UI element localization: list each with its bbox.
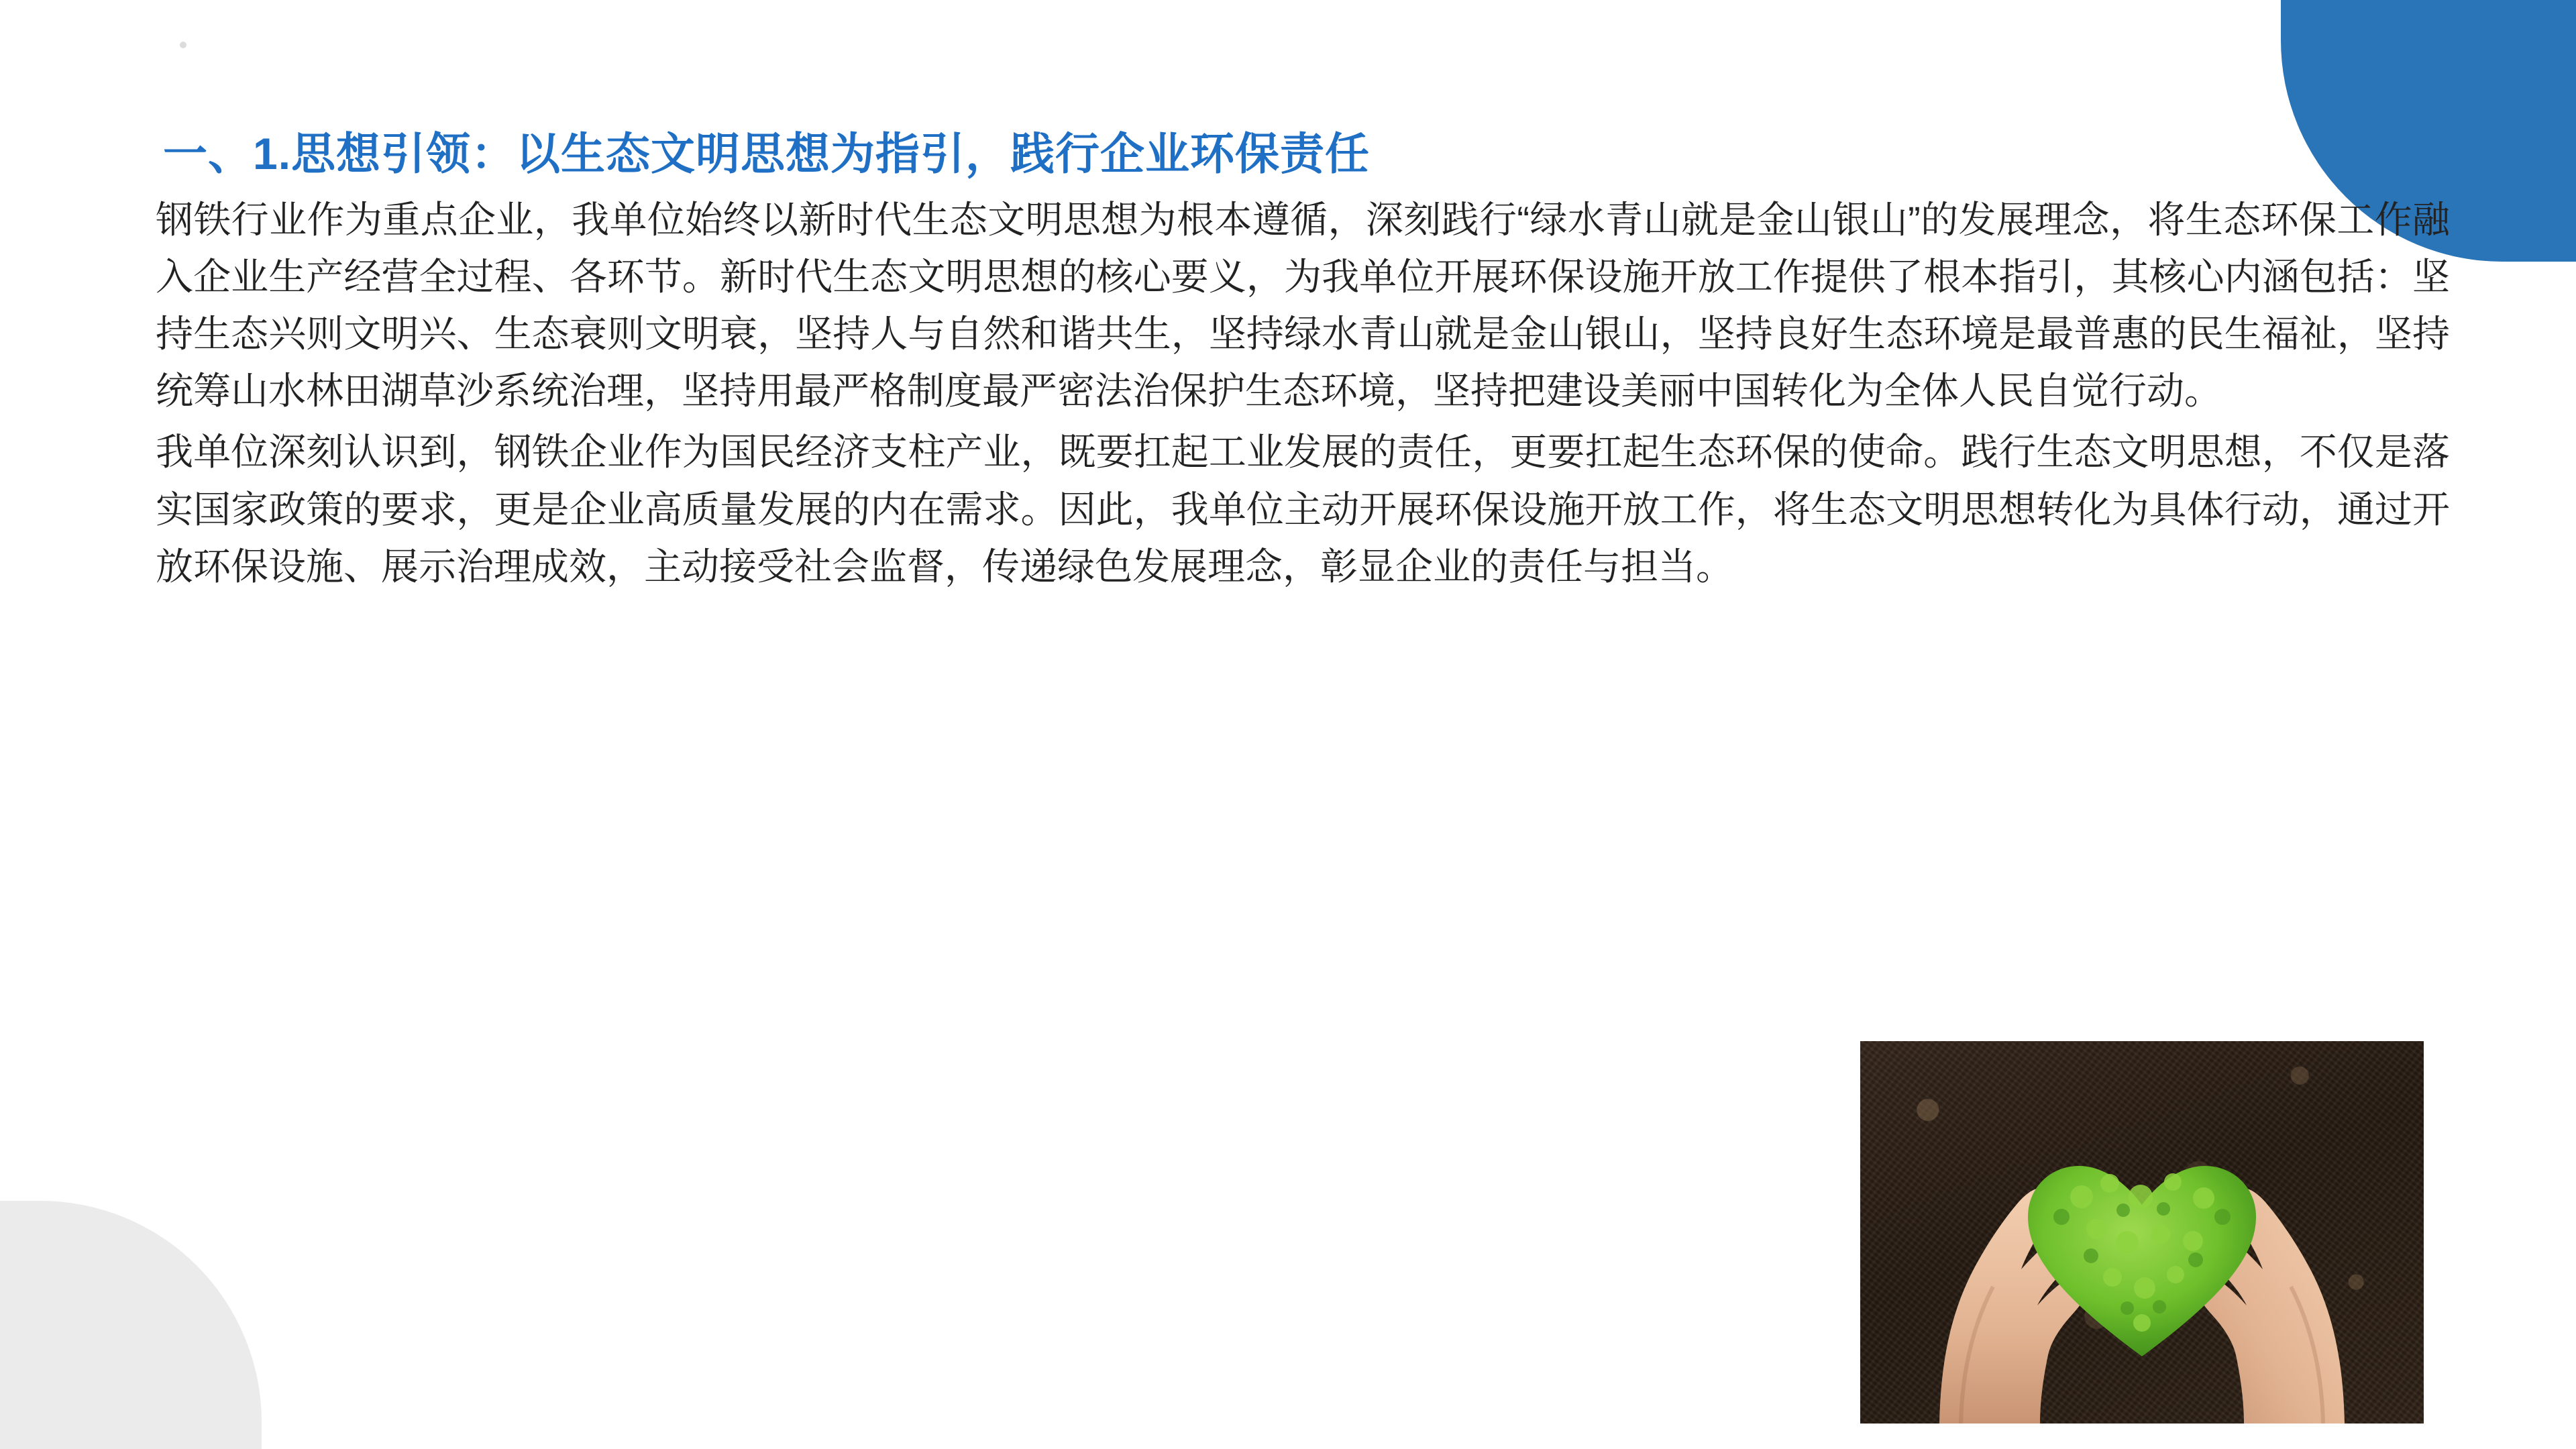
hands-holding-green-heart-photo — [1860, 1041, 2424, 1424]
body-paragraph-1: 钢铁行业作为重点企业，我单位始终以新时代生态文明思想为根本遵循，深刻践行“绿水青山就是金山银山”的发展理念，将生态环保工作融入企业生产经营全过程、各环节。新时代生态文明思想的核心要义，为我单位开展环保设施开放工作提供了根本指引，其核心内涵包括：坚持生态兴则文明兴、生态衰则文明衰，坚持人与自然和谐共生，坚持绿水青山就是金山银山，坚持良好生态环境是最普惠的民生福祉，坚持统筹山水林田湖草沙系统治理，坚持用最严格制度最严密法治保护生态环境，坚持把建设美丽中国转化为全体人民自觉行动。 — [156, 199, 2450, 413]
slide-body — [156, 191, 2450, 599]
slide-title: 一、1.思想引领：以生态文明思想为指引，践行企业环保责任 — [163, 129, 1371, 179]
green-heart-shape — [2028, 1166, 2256, 1356]
body-paragraph-2: 我单位深刻认识到，钢铁企业作为国民经济支柱产业，既要扛起工业发展的责任，更要扛起生态环保的使命。践行生态文明思想，不仅是落实国家政策的要求，更是企业高质量发展的内在需求。因此，我单位主动开展环保设施开放工作，将生态文明思想转化为具体行动，通过开放环保设施、展示治理成效，主动接受社会监督，传递绿色发展理念，彰显企业的责任与担当。 — [156, 431, 2450, 588]
